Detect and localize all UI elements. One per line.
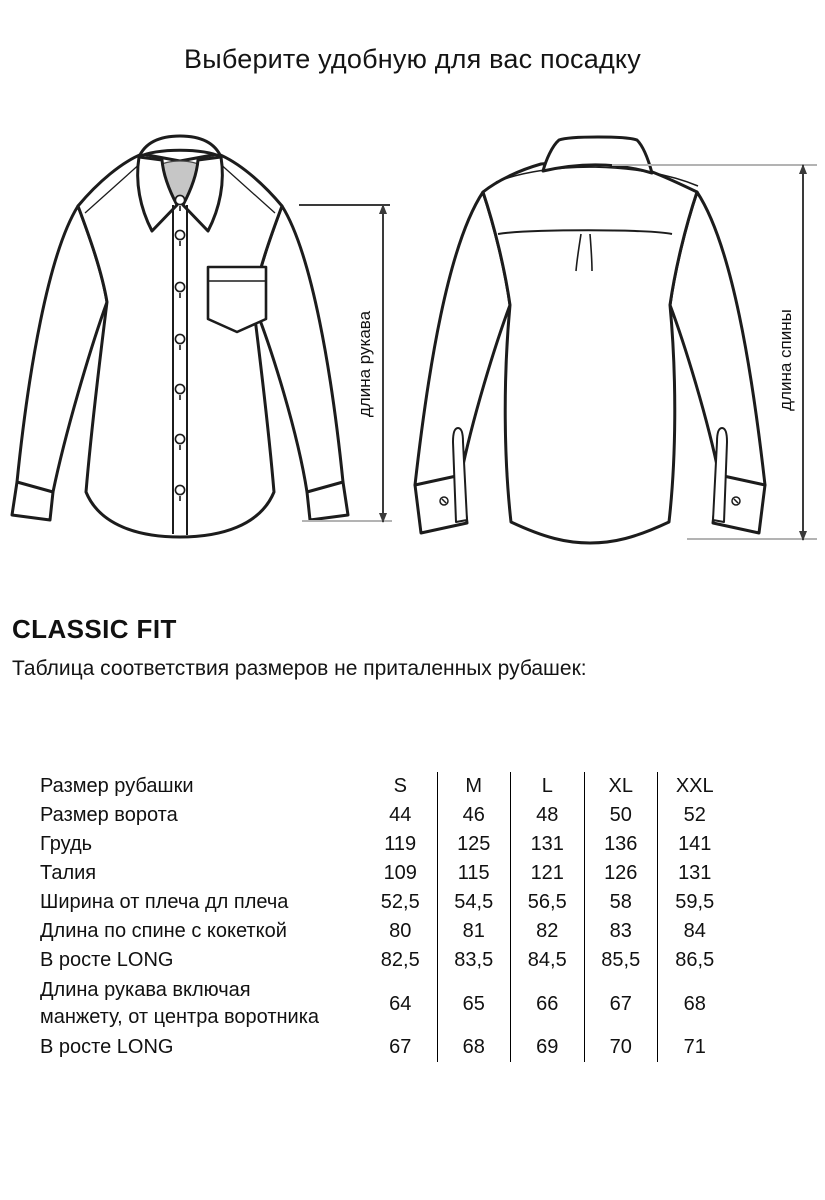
cell-value: 82,5 (364, 946, 438, 975)
cell-value: 52 (683, 804, 706, 826)
row-label: Длина рукава включая манжету, от центра воротника (40, 979, 320, 1028)
row-label: Талия (40, 862, 97, 884)
cell-value: 84,5 (511, 946, 585, 975)
cell-value: XXL (675, 775, 714, 797)
cell-value: 141 (678, 833, 712, 855)
arrow-down-icon (799, 531, 807, 541)
back-length-label: длина спины (776, 309, 795, 411)
row-label: В росте LONG (40, 949, 174, 971)
back-dimension-line (802, 165, 804, 540)
cell-value: XL (585, 772, 659, 801)
cell-value: 131 (511, 830, 585, 859)
cell-value: 65 (438, 975, 512, 1033)
cell-value: 54,5 (438, 888, 512, 917)
cell-value: 50 (585, 801, 659, 830)
cell-value: 67 (364, 1033, 438, 1062)
table-row (0, 830, 735, 859)
cell-value: 52,5 (364, 888, 438, 917)
arrow-up-icon (379, 204, 387, 214)
table-row (0, 859, 735, 888)
cell-value: 69 (511, 1033, 585, 1062)
cell-value: 68 (438, 1033, 512, 1062)
cell-value: 70 (585, 1033, 659, 1062)
cell-value: M (438, 772, 512, 801)
cell-value: 84 (683, 920, 706, 942)
table-row (0, 772, 735, 801)
row-label: Ширина от плеча дл плеча (40, 891, 289, 913)
sleeve-dim-extension-top (299, 204, 390, 206)
chest-pocket (208, 267, 266, 332)
cell-value: 71 (683, 1036, 706, 1058)
cell-value: 64 (364, 975, 438, 1033)
cell-value: 109 (364, 859, 438, 888)
row-label: Размер ворота (40, 804, 178, 826)
cell-value: 121 (511, 859, 585, 888)
cell-value: 85,5 (585, 946, 659, 975)
row-label: Размер рубашки (40, 775, 194, 797)
cell-value: 125 (438, 830, 512, 859)
arrow-up-icon (799, 164, 807, 174)
cell-value: 82 (511, 917, 585, 946)
table-row (0, 975, 735, 1033)
cell-value: 46 (438, 801, 512, 830)
cell-value: 59,5 (675, 891, 715, 913)
cell-value: 56,5 (511, 888, 585, 917)
cell-value: 48 (511, 801, 585, 830)
cell-value: 44 (364, 801, 438, 830)
cell-value: 81 (438, 917, 512, 946)
arrow-down-icon (379, 513, 387, 523)
table-row (0, 917, 735, 946)
cell-value: 115 (438, 859, 512, 888)
cell-value: 136 (585, 830, 659, 859)
section-subtitle: Таблица соответствия размеров не приталенных рубашек: (12, 657, 587, 680)
back-dim-extension-bottom (687, 538, 817, 540)
row-label: Грудь (40, 833, 93, 855)
table-row (0, 946, 735, 975)
sleeve-length-label: длина рукава (355, 310, 374, 418)
size-table (0, 772, 735, 1062)
table-row (0, 888, 735, 917)
sleeve-dimension-line (382, 205, 384, 522)
shirt-back-illustration (400, 130, 780, 555)
cell-value: L (511, 772, 585, 801)
cell-value: 83 (585, 917, 659, 946)
row-label: Длина по спине с кокеткой (40, 920, 287, 942)
cell-value: 66 (511, 975, 585, 1033)
cell-value: 83,5 (438, 946, 512, 975)
cell-value: 119 (364, 830, 438, 859)
cell-value: S (364, 772, 438, 801)
shirt-front-illustration (10, 134, 350, 544)
back-dim-extension-top (612, 164, 817, 166)
cell-value: 68 (683, 992, 706, 1015)
cell-value: 80 (364, 917, 438, 946)
row-label: В росте LONG (40, 1036, 174, 1058)
cell-value: 126 (585, 859, 659, 888)
cell-value: 58 (585, 888, 659, 917)
page-title: Выберите удобную для вас посадку (184, 44, 641, 74)
section-heading: CLASSIC FIT (12, 614, 177, 644)
table-row (0, 1033, 735, 1062)
cell-value: 86,5 (675, 949, 715, 971)
cell-value: 131 (678, 862, 712, 884)
cell-value: 67 (585, 975, 659, 1033)
back-shirt-outline (415, 160, 765, 543)
table-row (0, 801, 735, 830)
